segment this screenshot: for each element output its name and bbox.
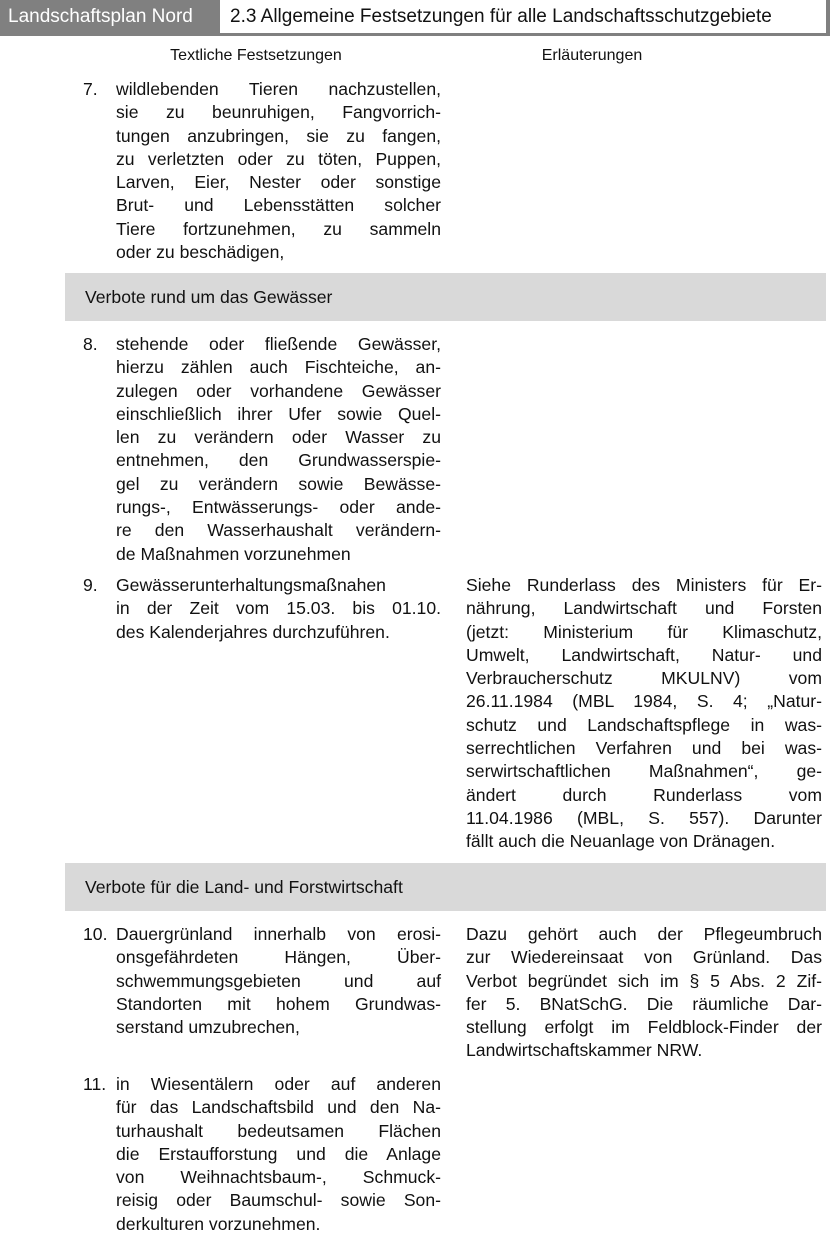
text-line: de Maßnahmen vorzunehmen — [116, 543, 351, 564]
note-item-9 — [466, 574, 822, 854]
text-line: Gewässerunterhaltungsmaßnahen — [116, 575, 386, 595]
list-item-11 — [83, 1073, 441, 1236]
text-line: Larven, Eier, Nester oder sonstige — [116, 172, 441, 193]
text-line: turhaushalt bedeutsamen Flächen — [116, 1120, 441, 1141]
text-line: len zu verändern oder Wasser zu — [116, 427, 441, 448]
item-text — [116, 333, 441, 566]
note-line: Verbot begründet sich im § 5 Abs. 2 Zif- — [466, 970, 822, 991]
item-text — [116, 923, 441, 1039]
text-line: schwemmungsgebieten und auf — [116, 970, 441, 991]
plan-label: Landschaftsplan Nord — [8, 6, 193, 27]
note-line: zur Wiedereinsaat von Grünland. Das — [466, 947, 822, 968]
text-line: wildlebenden Tieren nachzustellen, — [116, 79, 441, 99]
note-line: Landwirtschaftskammer NRW. — [466, 1040, 703, 1061]
note-line: Umwelt, Landwirtschaft, Natur- und — [466, 644, 822, 665]
text-line: rungs-, Entwässerungs- oder ande- — [116, 497, 441, 518]
note-line: Dazu gehört auch der Pflegeumbruch — [466, 924, 822, 944]
text-line: oder zu beschädigen, — [116, 242, 285, 263]
section-heading-landwirtschaft — [65, 863, 826, 911]
text-line: in Wiesentälern oder auf anderen — [116, 1074, 441, 1094]
text-line: onsgefährdeten Hängen, Über- — [116, 947, 441, 968]
list-item-7 — [83, 78, 441, 264]
item-text — [116, 78, 441, 264]
item-number: 9. — [83, 575, 98, 595]
text-line: serstand umzubrechen, — [116, 1017, 300, 1038]
section-title-box — [220, 0, 826, 33]
text-line: von Weihnachtsbaum-, Schmuck- — [116, 1167, 441, 1188]
text-line: zulegen oder vorhandene Gewässer — [116, 380, 441, 401]
item-number: 8. — [83, 334, 98, 354]
text-line: entnehmen, den Grundwasserspie- — [116, 450, 441, 471]
note-line: fer 5. BNatSchG. Die räumliche Dar- — [466, 993, 822, 1014]
text-line: des Kalenderjahres durchzuführen. — [116, 621, 390, 642]
note-line: Siehe Runderlass des Ministers für Er- — [466, 575, 822, 595]
list-item-9 — [83, 574, 441, 644]
text-line: einschließlich ihrer Ufer sowie Quel- — [116, 403, 441, 424]
text-line: für das Landschaftsbild und den Na- — [116, 1097, 441, 1118]
list-item-10 — [83, 923, 441, 1039]
list-item-8 — [83, 333, 441, 566]
note-line: stellung erfolgt im Feldblock-Finder der — [466, 1017, 822, 1038]
text-line: stehende oder fließende Gewässer, — [116, 334, 441, 354]
note-line: nährung, Landwirtschaft und Forsten — [466, 598, 822, 619]
text-line: re den Wasserhaushalt verändern- — [116, 520, 441, 541]
text-line: Brut- und Lebensstätten solcher — [116, 195, 441, 216]
note-line: 11.04.1986 (MBL, S. 557). Darunter — [466, 807, 822, 828]
item-number: 11. — [83, 1074, 107, 1094]
text-line: hierzu zählen auch Fischteiche, an- — [116, 357, 441, 378]
section-title: 2.3 Allgemeine Festsetzungen für alle Landschaftsschutzgebiete — [230, 6, 772, 27]
note-item-10 — [466, 923, 822, 1063]
text-line: in der Zeit vom 15.03. bis 01.10. — [116, 598, 441, 619]
text-line: sie zu beunruhigen, Fangvorrich- — [116, 102, 441, 123]
text-line: Standorten mit hohem Grundwas- — [116, 993, 441, 1014]
item-text — [116, 1073, 441, 1236]
item-text — [116, 574, 441, 644]
note-line: serwirtschaftlichen Maßnahmen“, ge- — [466, 761, 822, 782]
text-line: derkulturen vorzunehmen. — [116, 1213, 321, 1234]
item-number: 10. — [83, 924, 108, 944]
text-line: Dauergrünland innerhalb von erosi- — [116, 924, 441, 944]
note-line: (jetzt: Ministerium für Klimaschutz, — [466, 621, 822, 642]
text-line: Tiere fortzunehmen, zu sammeln — [116, 218, 441, 239]
column-header-erlaeuterungen: Erläuterungen — [541, 47, 643, 64]
note-line: serrechtlichen Verfahren und bei was- — [466, 738, 822, 759]
text-line: gel zu verändern sowie Bewässe- — [116, 473, 441, 494]
text-line: tungen anzubringen, sie zu fangen, — [116, 125, 441, 146]
text-line: reisig oder Baumschul- sowie Son- — [116, 1190, 441, 1211]
text-line: zu verletzten oder zu töten, Puppen, — [116, 148, 441, 169]
note-line: fällt auch die Neuanlage von Dränagen. — [466, 831, 776, 852]
section-heading-gewaesser — [65, 273, 826, 321]
column-header-festsetzungen: Textliche Festsetzungen — [170, 47, 342, 64]
note-line: 26.11.1984 (MBL 1984, S. 4; „Natur- — [466, 691, 822, 712]
note-line: schutz und Landschaftspflege in was- — [466, 714, 822, 735]
section-heading-label: Verbote für die Land- und Forstwirtschaft — [85, 877, 403, 897]
document-header — [0, 0, 830, 36]
item-number: 7. — [83, 79, 98, 99]
note-line: Verbraucherschutz MKULNV) vom — [466, 668, 822, 689]
text-line: die Erstaufforstung und die Anlage — [116, 1143, 441, 1164]
section-heading-label: Verbote rund um das Gewässer — [85, 287, 333, 307]
note-line: ändert durch Runderlass vom — [466, 784, 822, 805]
